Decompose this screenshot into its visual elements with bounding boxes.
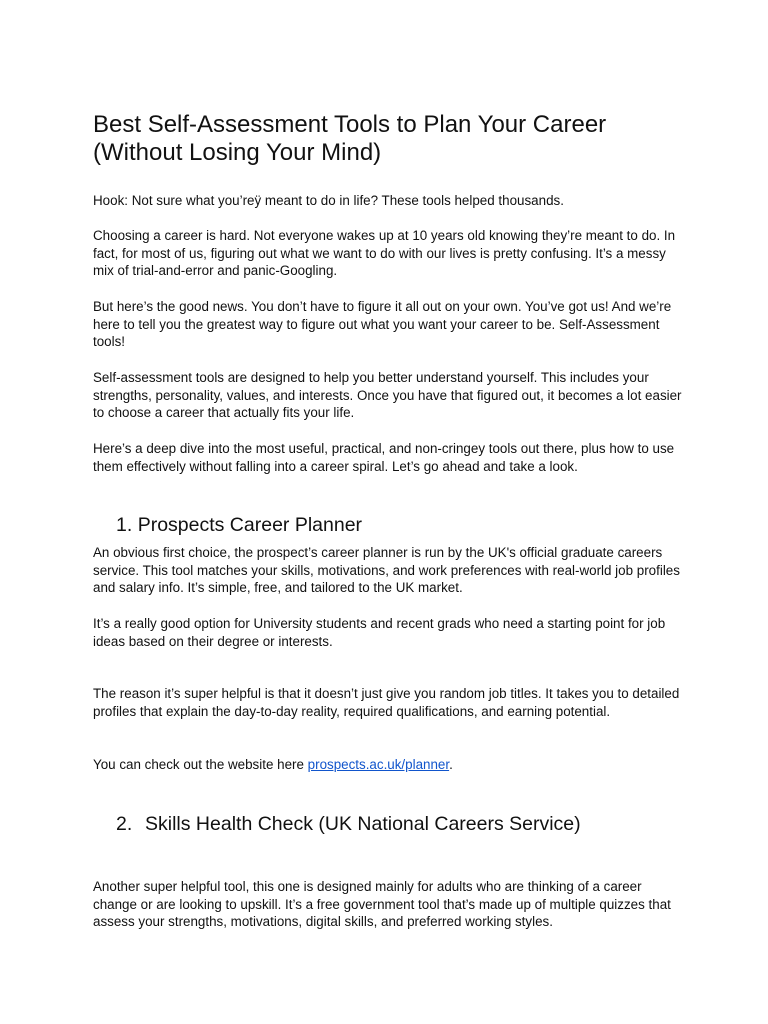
section-1-number: 1. [116, 514, 133, 536]
section-2-title: Skills Health Check (UK National Careers Service) [145, 813, 581, 835]
section-1-paragraph-1: An obvious first choice, the prospect’s career planner is run by the UK's official graduate careers service. This tool matches your skills, motivations, and work preferences with real-world job profiles and salary info. It’s simple, free, and tailored to the UK market. [93, 545, 680, 596]
title-line-2: (Without Losing Your Mind) [93, 139, 382, 166]
hook-paragraph: Hook: Not sure what you’reÿ meant to do in life? These tools helped thousands. [93, 193, 564, 208]
title-line-1: Best Self-Assessment Tools to Plan Your Career [93, 111, 607, 138]
link-prefix: You can check out the website here [93, 757, 308, 772]
intro-paragraph-3: Self-assessment tools are designed to help you better understand yourself. This includes your strengths, personality, values, and interests. Once you have that figured out, it becomes a lot easier to choose a career that actually fits your life. [93, 370, 682, 421]
document-title [93, 111, 683, 167]
section-1-paragraph-2: It’s a really good option for University students and recent grads who need a starting point for job ideas based on their degree or interests. [93, 616, 666, 649]
section-1-link-paragraph [93, 756, 683, 774]
section-1-heading [116, 513, 676, 537]
section-2-paragraph-1: Another super helpful tool, this one is designed mainly for adults who are thinking of a career change or are looking to upskill. It’s a free government tool that’s made up of multiple quizzes that assess your strengths, motivations, digital skills, and preferred working styles. [93, 879, 671, 930]
intro-paragraph-2: But here’s the good news. You don’t have to figure it all out on your own. You’ve got us! And we’re here to tell you the greatest way to figure out what you want your career to be. Self-Assessment tools! [93, 299, 672, 350]
section-2-number: 2. [116, 813, 133, 835]
intro-paragraph-4: Here’s a deep dive into the most useful, practical, and non-cringey tools out there, plus how to use them effectively without falling into a career spiral. Let’s go ahead and take a look. [93, 441, 675, 474]
section-1-title: Prospects Career Planner [137, 514, 363, 536]
intro-paragraph-1: Choosing a career is hard. Not everyone wakes up at 10 years old knowing they’re meant to do. In fact, for most of us, figuring out what we want to do with our lives is pretty confusing. It’s a messy mix of trial-and-error and panic-Googling. [93, 228, 676, 279]
prospects-planner-link[interactable]: prospects.ac.uk/planner [307, 757, 450, 772]
section-1-paragraph-3: The reason it’s super helpful is that it doesn’t just give you random job titles. It takes you to detailed profiles that explain the day-to-day reality, required qualifications, and earning potential. [93, 686, 680, 719]
link-suffix: . [449, 757, 453, 772]
section-2-heading [116, 812, 676, 836]
